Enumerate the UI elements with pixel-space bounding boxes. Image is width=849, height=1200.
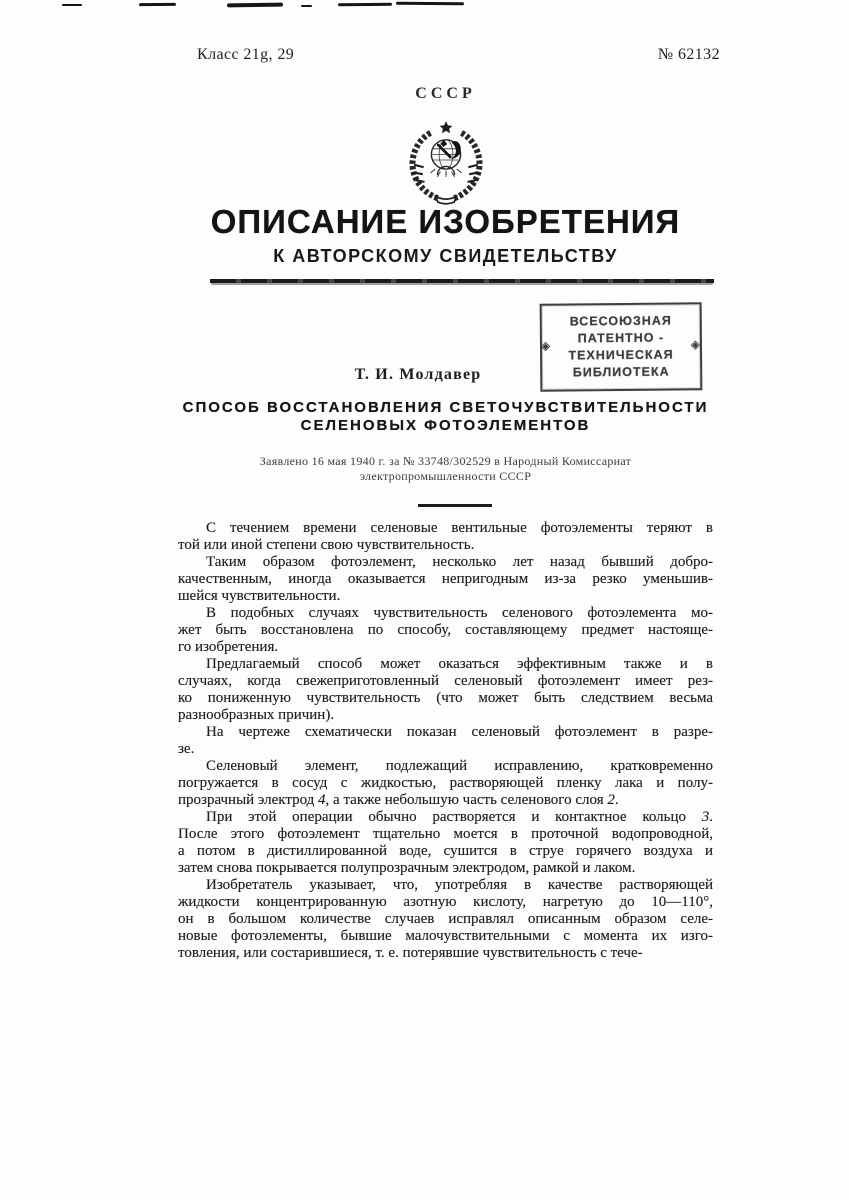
text-line: В подобных случаях чувствительность селенового фотоэлемента мо-	[206, 605, 713, 621]
paragraph	[178, 877, 713, 962]
text-line: ко пониженную чувствительность (что может быть следствием весьма	[178, 690, 713, 706]
text-line: шейся чувствительности.	[178, 588, 341, 604]
country-label: СССР	[415, 85, 476, 102]
scan-artifact	[139, 3, 176, 6]
invention-title	[178, 399, 713, 435]
header-row	[197, 46, 720, 64]
text-line: Предлагаемый способ может оказаться эффективным также и в	[206, 656, 713, 672]
text-line: погружается в сосуд с жидкостью, растворяющей пленку лака и полу-	[178, 775, 713, 791]
ussr-state-emblem-icon	[403, 120, 489, 206]
short-rule	[418, 504, 492, 507]
text-line: ТЕХНИЧЕСКАЯ	[568, 347, 674, 363]
text-line: той или иной степени свою чувствительность.	[178, 537, 475, 553]
author-name: Т. И. Молдавер	[354, 366, 482, 383]
scan-artifact	[62, 4, 82, 6]
text-line: жидкости концентрированную азотную кислоту, нагретую до 10—110°,	[178, 894, 713, 910]
scan-artifact	[396, 2, 464, 5]
text-line: На чертеже схематически показан селеновый фотоэлемент в разре-	[206, 724, 713, 740]
text-line: качественным, иногда оказывается непригодным из-за резко уменьшив-	[178, 571, 713, 587]
text-line: го изобретения.	[178, 639, 279, 655]
scan-artifact	[227, 3, 283, 8]
text-line: зе.	[178, 741, 195, 757]
ussr-state-emblem-svg	[403, 120, 489, 206]
paragraph	[178, 656, 713, 724]
document-number: № 62132	[657, 46, 720, 63]
text-line: ВСЕСОЮЗНАЯ	[569, 313, 672, 329]
paragraph	[178, 724, 713, 758]
paragraph	[178, 809, 713, 877]
scan-artifact	[338, 3, 392, 6]
masthead-subtitle: К АВТОРСКОМУ СВИДЕТЕЛЬСТВУ	[273, 246, 618, 266]
paragraph	[178, 554, 713, 605]
text-line: Таким образом фотоэлемент, несколько лет назад бывший добро-	[206, 554, 713, 570]
text-line: разнообразных причин).	[178, 707, 335, 723]
text-line: БИБЛИОТЕКА	[572, 364, 670, 380]
diamond-ornament-icon: ◈	[540, 338, 552, 353]
paragraph	[178, 758, 713, 809]
scan-artifact	[301, 5, 312, 7]
text-line: Заявлено 16 мая 1940 г. за № 33748/302529 в Народный Комиссариат	[259, 454, 632, 468]
text-line: новые фотоэлементы, бывшие малочувствительными с момента их изго-	[178, 928, 713, 944]
text-line: жет быть восстановлена по способу, составляющему предмет настояще-	[178, 622, 713, 638]
paragraph	[178, 520, 713, 554]
body-text	[178, 520, 713, 962]
text-line: После этого фотоэлемент тщательно моется в проточной водопроводной,	[178, 826, 713, 842]
text-line: При этой операции обычно растворяется и контактное кольцо 3.	[206, 809, 713, 825]
text-line: прозрачный электрод 4, а также небольшую часть селенового слоя 2.	[178, 792, 619, 808]
text-line: ПАТЕНТНО -	[577, 330, 665, 346]
class-label: Класс 21g, 29	[197, 46, 295, 63]
text-line: С течением времени селеновые вентильные фотоэлементы теряют в	[206, 520, 713, 536]
text-line: товления, или состарившиеся, т. е. потерявшие чувствительность с тече-	[178, 945, 643, 961]
masthead-title: ОПИСАНИЕ ИЗОБРЕТЕНИЯ	[210, 203, 681, 240]
text-line: он в большом количестве случаев исправлял описанным образом селе-	[178, 911, 713, 927]
application-note	[178, 454, 713, 483]
diamond-ornament-icon: ◈	[690, 337, 702, 352]
text-line: а потом в дистиллированной воде, сушится в струе горячего воздуха и	[178, 843, 713, 859]
text-line: затем снова покрывается полупрозрачным электродом, рамкой и лаком.	[178, 860, 636, 876]
text-line: Изобретатель указывает, что, употребляя в качестве растворяющей	[206, 877, 713, 893]
text-line: электропромышленности СССР	[359, 468, 532, 483]
paragraph	[178, 605, 713, 656]
text-line: случаях, когда свежеприготовленный селеновый фотоэлемент имеет рез-	[178, 673, 713, 689]
horizontal-rule	[210, 279, 714, 283]
text-line: СПОСОБ ВОССТАНОВЛЕНИЯ СВЕТОЧУВСТВИТЕЛЬНОСТИ	[182, 399, 709, 416]
text-line: СЕЛЕНОВЫХ ФОТОЭЛЕМЕНТОВ	[300, 417, 591, 434]
text-line: Селеновый элемент, подлежащий исправлению, кратковременно	[206, 758, 713, 774]
